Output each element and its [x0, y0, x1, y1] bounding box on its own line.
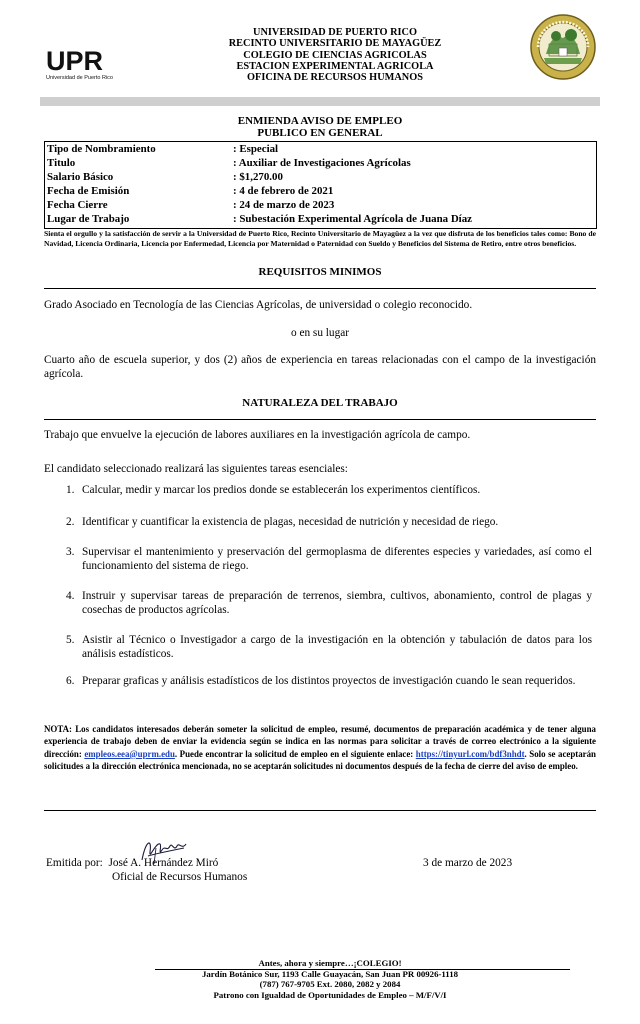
header-separator-bar	[40, 97, 600, 106]
task-number: 6.	[66, 675, 75, 687]
task-text: Preparar graficas y análisis estadísticos de los distintos proyectos de investigación cuando le sean requeridos.	[82, 675, 576, 687]
section-rule	[44, 419, 596, 420]
field-row-lugar	[47, 213, 472, 225]
header-line: UNIVERSIDAD DE PUERTO RICO	[253, 27, 417, 38]
field-value: : 24 de marzo de 2023	[233, 199, 335, 211]
task-number: 2.	[66, 516, 75, 528]
notice-title	[40, 115, 600, 139]
nota-text-2: . Puede encontrar la solicitud de empleo en el siguiente enlace:	[174, 748, 416, 759]
field-label: Fecha de Emisión	[47, 185, 130, 197]
task-text: Calcular, medir y marcar los predios donde se establecerán los experimentos científicos.	[82, 484, 481, 496]
notice-title-line2: PUBLICO EN GENERAL	[257, 127, 383, 139]
field-value: : Auxiliar de Investigaciones Agrícolas	[233, 157, 411, 169]
task-number: 5.	[66, 634, 75, 646]
notice-title-line1: ENMIENDA AVISO DE EMPLEO	[237, 115, 403, 127]
field-row-tipo	[47, 143, 279, 155]
emitted-by-label: Emitida por:	[46, 857, 103, 869]
task-number: 1.	[66, 484, 75, 496]
header-line: RECINTO UNIVERSITARIO DE MAYAGÜEZ	[228, 38, 442, 50]
upr-logo	[46, 48, 128, 84]
footer-line: Jardín Botánico Sur, 1193 Calle Guayacán, San Juan PR 00926-1118	[201, 968, 459, 979]
footer-line: Antes, ahora y siempre…¡COLEGIO!	[258, 958, 402, 968]
upr-logo-subtext: Universidad de Puerto Rico	[46, 75, 113, 81]
nota-paragraph	[44, 723, 596, 773]
header-line: ESTACION EXPERIMENTAL AGRICOLA	[236, 60, 434, 72]
issuer-block	[46, 856, 247, 884]
footer-line: (787) 767-9705 Ext. 2080, 2082 y 2084	[259, 979, 401, 990]
header-line: COLEGIO DE CIENCIAS AGRICOLAS	[243, 49, 427, 61]
issuer-role: Oficial de Recursos Humanos	[112, 871, 248, 883]
field-label: Tipo de Nombramiento	[47, 143, 156, 155]
field-label: Titulo	[47, 157, 76, 169]
field-row-fecha-emision	[47, 185, 334, 197]
estacion-experimental-seal-icon	[530, 14, 596, 80]
field-row-fecha-cierre	[47, 199, 335, 211]
institution-header	[180, 27, 490, 83]
nota-text-1: NOTA: Los candidatos interesados deberán someter la solicitud de empleo, resumé, documentos de preparación académica y de tener alguna experiencia de trabajo deben de enviar la evidencia según se indica en las normas para solicitar a través de correo electrónico a la siguiente dirección:	[44, 724, 596, 759]
section-rule	[44, 288, 596, 289]
job-details-box	[44, 141, 597, 229]
tasks-intro: El candidato seleccionado realizará las siguientes tareas esenciales:	[44, 463, 348, 475]
requisitos-paragraph-2: Cuarto año de escuela superior, y dos (2) años de experiencia en tareas relacionadas con el campo de la investigación agrícola.	[44, 354, 596, 380]
field-value: : Subestación Experimental Agrícola de Juana Díaz	[233, 213, 472, 225]
field-value: : 4 de febrero de 2021	[233, 185, 334, 197]
naturaleza-heading: NATURALEZA DEL TRABAJO	[242, 397, 398, 409]
field-label: Fecha Cierre	[47, 199, 108, 211]
requisitos-or: o en su lugar	[290, 327, 350, 339]
requisitos-heading: REQUISITOS MINIMOS	[258, 266, 382, 278]
nota-text-3: . Solo se aceptarán solicitudes a la dirección electrónica mencionada, no se aceptarán solicitudes ni documentos después de la fecha de cierre del aviso de empleo.	[44, 748, 596, 772]
requisitos-paragraph-1: Grado Asociado en Tecnología de las Ciencias Agrícolas, de universidad o colegio reconocido.	[44, 299, 473, 311]
task-text: Identificar y cuantificar la existencia de plagas, necesidad de nutrición y necesidad de riego.	[82, 516, 499, 528]
task-text: Asistir al Técnico o Investigador a cargo de la investigación en la obtención y tabulación de datos para los análisis estadísticos.	[82, 634, 592, 660]
benefits-text: Sienta el orgullo y la satisfacción de servir a la Universidad de Puerto Rico, Recinto Universitario de Mayagüez a la vez que disfruta de los beneficios tales como: Bono de Navidad, Licencia Ordinaria, Licencia por Enfermedad, Licencia por Maternidad o Paternidad con Sueldo y Beneficios del Sistema de Retiro, entre otros beneficios.	[44, 229, 596, 248]
footer	[120, 958, 540, 1000]
task-number: 4.	[66, 590, 75, 602]
email-link[interactable]: empleos.eea@uprm.edu	[84, 748, 175, 759]
task-text: Supervisar el mantenimiento y preservación del germoplasma de diferentes especies y variedades, así como el funcionamiento del sistema de riego.	[82, 546, 592, 572]
issuer-name: José A. Hernández Miró	[108, 857, 219, 869]
upr-logo-text: UPR	[46, 46, 104, 76]
application-link[interactable]: https://tinyurl.com/bdf3nhdt	[415, 748, 525, 759]
task-text: Instruir y supervisar tareas de preparación de terrenos, siembra, cultivos, abonamiento, control de plagas y cosechas de productos agrícolas.	[82, 590, 592, 616]
footer-line: Patrono con Igualdad de Oportunidades de Empleo – M/F/V/I	[213, 989, 447, 1000]
field-value: : $1,270.00	[233, 171, 283, 183]
field-label: Salario Básico	[47, 171, 114, 183]
field-label: Lugar de Trabajo	[47, 213, 130, 225]
task-number: 3.	[66, 546, 75, 558]
field-value: : Especial	[233, 143, 279, 155]
header-line: OFICINA DE RECURSOS HUMANOS	[247, 72, 423, 84]
field-row-titulo	[47, 157, 411, 169]
field-row-salario	[47, 171, 283, 183]
section-rule	[44, 810, 596, 811]
naturaleza-paragraph: Trabajo que envuelve la ejecución de labores auxiliares en la investigación agrícola de campo.	[44, 429, 471, 441]
issue-date: 3 de marzo de 2023	[423, 857, 513, 869]
